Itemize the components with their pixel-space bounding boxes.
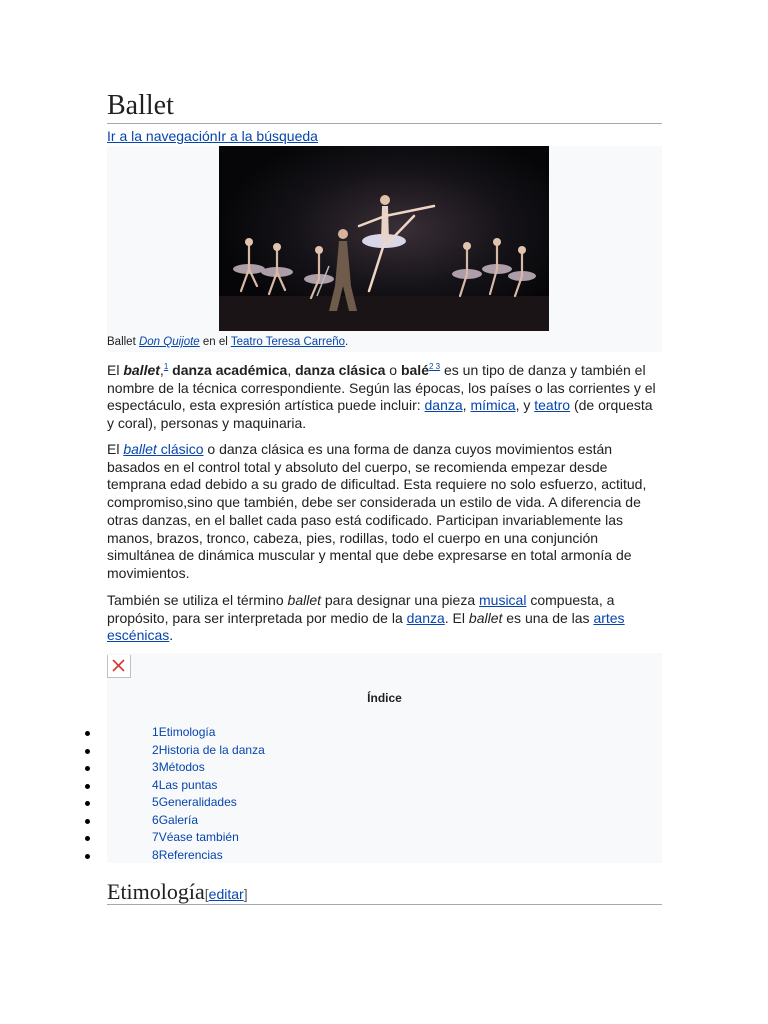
bracket-close: ] (243, 886, 248, 902)
caption-text: Ballet (107, 336, 139, 348)
ballet-clasico-link[interactable] (123, 441, 203, 457)
bullet-icon (85, 854, 90, 859)
toc-label[interactable]: Véase también (158, 830, 239, 844)
bullet-icon (85, 731, 90, 736)
text: o (385, 362, 401, 378)
x-icon (108, 655, 130, 677)
term-danza-academica: danza académica (172, 362, 288, 378)
bullet-icon (85, 784, 90, 789)
ballet-clasico-paragraph (107, 441, 662, 583)
toc-label[interactable]: Etimología (158, 725, 216, 739)
text: , y (515, 397, 535, 414)
section-heading-etimologia (107, 877, 662, 905)
lead-figure (107, 146, 662, 352)
text: También se utiliza el término (107, 592, 288, 608)
musical-paragraph (107, 592, 662, 645)
bracket-open: [ (204, 886, 209, 902)
figure-caption (107, 336, 348, 348)
toc-label[interactable]: Historia de la danza (158, 742, 265, 757)
jump-to-navigation-link[interactable]: Ir a la navegación (107, 128, 218, 144)
toc-number: 2 (152, 742, 159, 757)
text: . El (444, 609, 469, 626)
toc-label[interactable]: Las puntas (158, 777, 218, 792)
toc-number: 6 (152, 812, 159, 827)
bullet-icon (85, 766, 90, 771)
teatro-link[interactable]: teatro (534, 397, 571, 414)
text: compuesta, a propósito, para ser interpretada por medio de la (107, 592, 615, 626)
artes-escenicas-link[interactable]: artes escénicas (107, 609, 625, 644)
caption-text-mid: en el (199, 336, 231, 348)
toc-label[interactable]: Galería (158, 812, 199, 827)
toc-label[interactable]: Métodos (158, 760, 205, 774)
jump-to-search-link[interactable]: Ir a la búsqueda (217, 128, 318, 144)
ref-1-link[interactable]: 1 (163, 362, 169, 371)
term-ballet-italic-2: ballet (468, 609, 503, 626)
toc-label[interactable]: Generalidades (158, 795, 237, 809)
text: es un tipo de danza y también el nombre de la técnica correspondiente. Según las épocas, los países o las corrientes y el espectáculo, esta expresión artística puede incluir: (107, 362, 656, 414)
page-title: Ballet (107, 88, 662, 124)
mimica-link[interactable]: mímica (470, 397, 516, 414)
caption-link-don-quijote[interactable]: Don Quijote (138, 336, 200, 348)
ballet-photo[interactable] (219, 146, 549, 331)
toc-number: 3 (152, 760, 159, 774)
term-ballet-italic: ballet (287, 592, 321, 608)
toc-number: 4 (152, 777, 159, 792)
toc-number: 8 (152, 847, 159, 862)
toc-number: 1 (152, 725, 159, 739)
table-of-contents (107, 653, 662, 863)
text: , (462, 397, 471, 414)
section-heading-text: Etimología (107, 879, 205, 904)
don-quijote-link[interactable] (139, 336, 200, 348)
teatro-teresa-carreno-link[interactable]: Teatro Teresa Carreño (230, 336, 346, 348)
broken-image-placeholder (107, 655, 131, 678)
danza-link[interactable]: danza (424, 397, 463, 414)
term-bale: balé (400, 362, 429, 378)
caption-text-end: . (345, 336, 349, 348)
bullet-icon (85, 749, 90, 754)
text: El (107, 362, 124, 378)
jump-links (107, 128, 318, 144)
text: o danza clásica es una forma de danza cuyos movimientos están basados en el control total y absoluto del cuerpo, se recomienda empezar desde temprana edad debido a su grado de dificultad. Esta requiere no solo esfuerzo, actitud, compromiso,sino que también, debe ser considerada un estilo de vida. A diferencia de otras danzas, en el ballet cada paso está codificado. Participan invariablemente las manos, brazos, tronco, cabeza, pies, rodillas, todo el cuerpo en una conjunción simultánea de dinámica muscular y mental que debe expresarse en total armonía de movimientos. (107, 441, 647, 581)
text: es una de las (502, 609, 594, 626)
text: para designar una pieza (321, 592, 479, 608)
text: , (287, 362, 296, 378)
edit-section-link[interactable]: editar (208, 886, 244, 902)
bullet-icon (85, 801, 90, 806)
toc-number: 7 (152, 830, 159, 844)
bullet-icon (85, 819, 90, 824)
ref-2-3-link[interactable]: 2 3 (428, 362, 441, 371)
term-danza-clasica: danza clásica (295, 362, 386, 378)
edit-section (205, 886, 248, 902)
musical-link[interactable]: musical (479, 592, 527, 608)
text: . (169, 627, 174, 644)
danza-link-2[interactable]: danza (406, 609, 445, 626)
bullet-icon (85, 836, 90, 841)
text: (de orquesta y coral), personas y maquinaria. (107, 397, 653, 432)
intro-paragraph (107, 362, 662, 433)
toc-title: Índice (367, 691, 402, 705)
link-ballet-italic[interactable]: ballet (123, 441, 157, 457)
term-ballet: ballet (123, 362, 160, 378)
text: , (159, 362, 164, 378)
text: El (107, 441, 124, 457)
link-clasico[interactable]: clásico (156, 441, 204, 457)
toc-number: 5 (152, 795, 159, 809)
toc-label[interactable]: Referencias (158, 847, 223, 862)
